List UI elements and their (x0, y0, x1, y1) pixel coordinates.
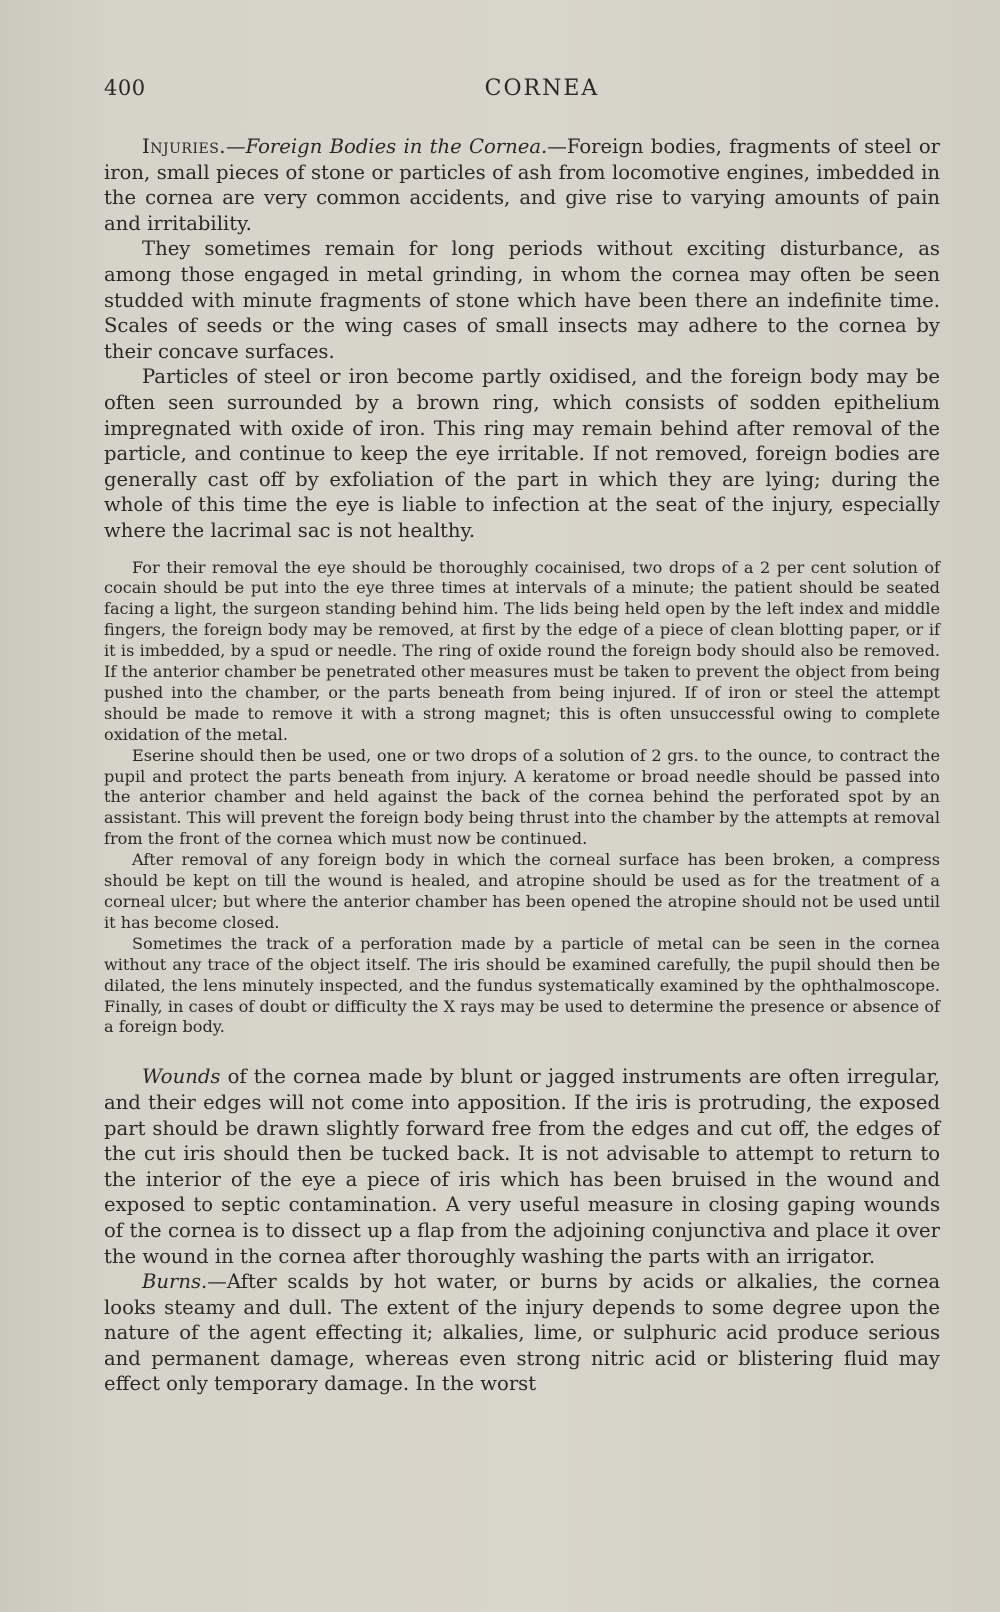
treatment-section (104, 558, 940, 1039)
injuries-section (104, 134, 940, 544)
paragraph-text: of the cornea made by blunt or jagged instruments are often irregular, and their edges will not come into apposition. If the iris is protruding, the exposed part should be drawn slightly forward free from the edges and cut off, the edges of the cut iris should then be tucked back. It is not advisable to attempt to return to the interior of the eye a piece of iris which has been bruised in the wound and exposed to septic contamination. A very useful measure in closing gaping wounds of the cornea is to dissect up a flap from the adjoining conjunctiva and place it over the wound in the cornea after thoroughly washing the parts with an irrigator. (104, 1065, 940, 1268)
burns-paragraph (104, 1269, 940, 1397)
section-heading: —Foreign Bodies in the Cornea. (226, 135, 548, 158)
section-heading: Burns. (142, 1270, 208, 1294)
page-number: 400 (104, 76, 146, 100)
running-title: CORNEA (484, 76, 600, 101)
treatment-paragraph-4: Sometimes the track of a perforation made by a particle of metal can be seen in the cornea without any trace of the object itself. The iris should be examined carefully, the pupil should then be dilated, the lens minutely inspected, and the fundus systematically examined by the ophthalmoscope. Finally, in cases of doubt or difficulty the X rays may be used to determine the presence or absence of a foreign body. (104, 933, 940, 1037)
injuries-paragraph-2: They sometimes remain for long periods without exciting disturbance, as among those engaged in metal grinding, in whom the cornea may often be seen studded with minute fragments of stone which have been there an indefinite time. Scales of seeds or the wing cases of small insects may adhere to the cornea by their concave surfaces. (104, 237, 940, 363)
wounds-paragraph-1 (104, 1064, 940, 1269)
section-heading: Wounds (142, 1065, 221, 1089)
paragraph-text: —Foreign bodies, fragments of steel or iron, small pieces of stone or particles of ash from locomotive engines, imbedded in the cornea are very common accidents, and give rise to varying amounts of pain and irritability. (104, 135, 940, 235)
section-lead: Injuries. (142, 135, 227, 158)
injuries-paragraph-3: Particles of steel or iron become partly oxidised, and the foreign body may be often seen surrounded by a brown ring, which consists of sodden epithelium impregnated with oxide of iron. This ring may remain behind after removal of the particle, and continue to keep the eye irritable. If not removed, foreign bodies are generally cast off by exfoliation of the part in which they are lying; during the whole of this time the eye is liable to infection at the seat of the injury, especially where the lacrimal sac is not healthy. (104, 365, 940, 542)
treatment-paragraph-2: Eserine should then be used, one or two drops of a solution of 2 grs. to the ounce, to contract the pupil and protect the parts beneath from injury. A keratome or broad needle should be passed into the anterior chamber and held against the back of the cornea behind the perforated spot by an assistant. This will prevent the foreign body being thrust into the chamber by the attempts at removal from the front of the cornea which must now be continued. (104, 745, 940, 849)
wounds-section (104, 1064, 940, 1397)
paragraph-text: —After scalds by hot water, or burns by acids or alkalies, the cornea looks steamy and dull. The extent of the injury depends to some degree upon the nature of the agent effecting it; alkalies, lime, or sulphuric acid produce serious and permanent damage, whereas even strong nitric acid or blistering fluid may effect only temporary damage. In the worst (104, 1270, 940, 1396)
injuries-paragraph-1 (104, 134, 940, 236)
treatment-paragraph-3: After removal of any foreign body in which the corneal surface has been broken, a compress should be kept on till the wound is healed, and atropine should be used as for the treatment of a corneal ulcer; but where the anterior chamber has been opened the atropine should not be used until it has become closed. (104, 850, 940, 932)
treatment-paragraph-1: For their removal the eye should be thoroughly cocainised, two drops of a 2 per cent solution of cocain should be put into the eye three times at intervals of a minute; the patient should be seated facing a light, the surgeon standing behind him. The lids being held open by the left index and middle fingers, the foreign body may be removed, at first by the edge of a piece of clean blotting paper, or if it is imbedded, by a spud or needle. The ring of oxide round the foreign body should also be removed. If the anterior chamber be penetrated other measures must be taken to prevent the object from being pushed into the chamber, or the parts beneath from being injured. If of iron or steel the attempt should be made to remove it with a strong magnet; this is often unsuccessful owing to complete oxidation of the metal. (104, 557, 940, 744)
running-head (104, 72, 940, 112)
